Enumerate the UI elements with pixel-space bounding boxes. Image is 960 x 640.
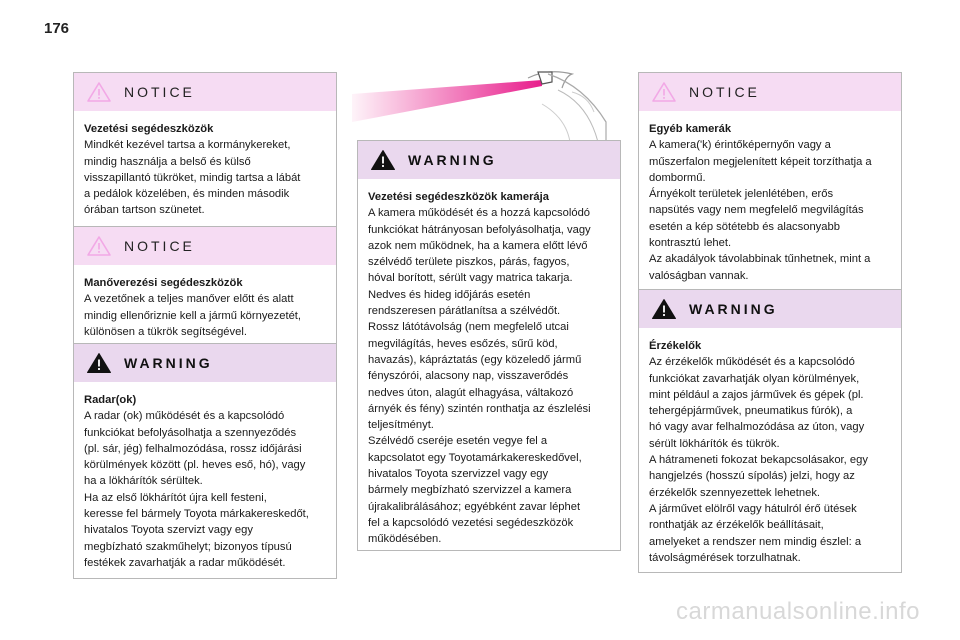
warning-box-sensors: [638, 289, 902, 573]
page-number: 176: [44, 20, 70, 37]
notice-header: [74, 227, 336, 265]
warning-subtitle: Vezetési segédeszközök kamerája: [368, 191, 549, 203]
warning-body: [639, 328, 901, 572]
warning-title: WARNING: [689, 301, 778, 317]
notice-subtitle: Manőverezési segédeszközök: [84, 277, 243, 289]
warning-body: [74, 382, 336, 578]
notice-box-manoeuvring-aids: [73, 226, 337, 351]
warning-text: Az érzékelők működését és a kapcsolódó funkciókat zavarhatják olyan körülmények, mint például a zajos járművek és gépek (pl. tehergépjárművek, pneumatikus fúrók), a hó vagy avar felhalmozódása az úton, vagy sérült lökhárítók és tükrök. A hátrameneti fokozat bekapcsolásakor, egy hangjelzés (hosszú sípolás) jelzi, hogy az érzékelők szennyezettek lehetnek. A járművet elölről vagy hátulról érő ütések ronthatják az érzékelők beállításait, amelyeket a rendszer nem mindig észlel: a távolságmérések torzulhatnak.: [649, 356, 868, 564]
notice-triangle-icon: [86, 81, 112, 103]
warning-triangle-icon: [651, 298, 677, 320]
notice-subtitle: Vezetési segédeszközök: [84, 123, 214, 135]
warning-header: [639, 290, 901, 328]
warning-header: [74, 344, 336, 382]
warning-subtitle: Radar(ok): [84, 394, 137, 406]
notice-text: Mindkét kezével tartsa a kormánykereket, mindig használja a belső és külső visszapillantó tükröket, mindig tartsa a lábát a pedálok közelében, és minden második órában tartson szünetet.: [84, 139, 301, 217]
notice-text: A kamera('k) érintőképernyőn vagy a műszerfalon megjelenített képeit torzíthatja a dombormű. Árnyékolt területek jelenlétében, erős napsütés vagy nem megfelelő megvilágítás esetén a kép sötétebb és alacsonyabb kontrasztú lehet. Az akadályok távolabbinak tűnhetnek, mint a valóságban vannak.: [649, 139, 872, 282]
notice-header: [74, 73, 336, 111]
warning-header: [358, 141, 620, 179]
notice-title: NOTICE: [124, 84, 195, 100]
notice-title: NOTICE: [689, 84, 760, 100]
notice-triangle-icon: [86, 235, 112, 257]
warning-triangle-icon: [86, 352, 112, 374]
warning-text: A radar (ok) működését és a kapcsolódó funkciókat befolyásolhatja a szennyeződés (pl. sár, jég) felhalmozódása, rossz időjárási körülmények között (pl. heves eső, hó), vagy ha a lökhárítók sérültek. Ha az első lökhárítót újra kell festeni, keresse fel bármely Toyota márkakereskedőt, hivatalos Toyota szervizt vagy egy megbízható szakműhelyt; bizonyos típusú festékek zavarhatják a radar működését.: [84, 410, 309, 569]
notice-title: NOTICE: [124, 238, 195, 254]
notice-body: [639, 111, 901, 293]
warning-title: WARNING: [124, 355, 213, 371]
watermark: carmanualsonline.info: [676, 598, 920, 625]
warning-text: A kamera működését és a hozzá kapcsolódó funkciókat hátrányosan befolyásolhatja, vagy azok nem működnek, ha a kamera előtt lévő szélvédő területe piszkos, párás, fagyos, hóval borított, sérült vagy matrica takarja. Nedves és hideg időjárás esetén rendszeresen párátlanítsa a szélvédőt. Rossz látótávolság (nem megfelelő utcai megvilágítás, heves esőzés, sűrű köd, havazás), kápráztatás (egy közeledő jármű fényszórói, alacsony nap, visszaverődés nedves úton, alagút elhagyása, váltakozó árnyék és fény) szintén ronthatja az észlelési teljesítményt. Szélvédő cseréje esetén vegye fel a kapcsolatot egy Toyotamárkakereskedővel, hivatalos Toyota szervizzel vagy egy bármely megbízható szervizzel a kamera újrakalibrálásához; egyébként zavar léphet fel a kapcsolódó vezetési segédeszközök működésében.: [368, 207, 591, 546]
warning-triangle-icon: [370, 149, 396, 171]
notice-body: [74, 265, 336, 350]
notice-box-other-cameras: [638, 72, 902, 294]
notice-text: A vezetőnek a teljes manőver előtt és alatt mindig ellenőriznie kell a jármű környezetét, különösen a tükrök segítségével.: [84, 293, 302, 338]
warning-title: WARNING: [408, 152, 497, 168]
warning-body: [358, 179, 620, 550]
warning-subtitle: Érzékelők: [649, 340, 702, 352]
warning-box-radar: [73, 343, 337, 579]
notice-triangle-icon: [651, 81, 677, 103]
notice-header: [639, 73, 901, 111]
windscreen-camera-illustration: [352, 64, 616, 142]
notice-subtitle: Egyéb kamerák: [649, 123, 732, 135]
warning-box-camera: [357, 140, 621, 551]
